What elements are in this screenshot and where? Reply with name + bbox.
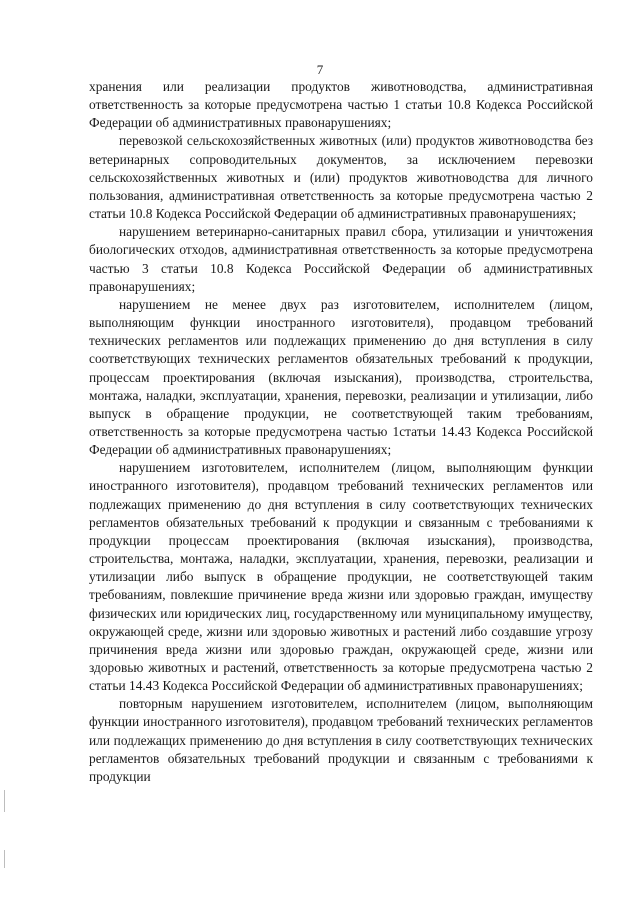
document-body xyxy=(89,78,593,786)
scan-edge-mark xyxy=(4,850,5,868)
paragraph: перевозкой сельскохозяйственных животных (или) продуктов животноводства без ветеринарных сопроводительных документов, за исключением перевозки сельскохозяйственных животных и (или) продуктов животноводства для личного пользования, административная ответственность за которые предусмотрена частью 2 статьи 10.8 Кодекса Российской Федерации об административных правонарушениях; xyxy=(89,133,593,222)
paragraph-continued: хранения или реализации продуктов животноводства, административная ответственность за которые предусмотрена частью 1 статьи 10.8 Кодекса Российской Федерации об административных правонарушениях; xyxy=(89,79,593,131)
paragraph: нарушением ветеринарно-санитарных правил сбора, утилизации и уничтожения биологических отходов, административная ответственность за которые предусмотрена частью 3 статьи 10.8 Кодекса Российской Федерации об административных правонарушениях; xyxy=(89,224,593,294)
paragraph: нарушением изготовителем, исполнителем (лицом, выполняющим функции иностранного изготовителя), продавцом требований технических регламентов или подлежащих применению до дня вступления в силу соответствующих технических регламентов обязательных требований к продукции и связанным с требованиями к продукции процессам проектирования (включая изыскания), производства, строительства, монтажа, наладки, эксплуатации, хранения, перевозки, реализации и утилизации либо выпуск в обращение продукции, не соответствующей таким требованиям, повлекшие причинение вреда жизни или здоровью граждан, имуществу физических или юридических лиц, государственному или муниципальному имуществу, окружающей среде, жизни или здоровью животных и растений либо создавшие угрозу причинения вреда жизни или здоровью граждан, окружающей среде, жизни или здоровью животных и растений, ответственность за которые предусмотрена частью 2 статьи 14.43 Кодекса Российской Федерации об административных правонарушениях; xyxy=(89,460,593,694)
paragraph: нарушением не менее двух раз изготовителем, исполнителем (лицом, выполняющим функции иностранного изготовителя), продавцом требований технических регламентов или подлежащих применению до дня вступления в силу соответствующих технических регламентов обязательных требований к продукции, процессам проектирования (включая изыскания), производства, строительства, монтажа, наладки, эксплуатации, хранения, перевозки, реализации и утилизации, либо выпуск в обращение продукции, не соответствующей таким требованиям, ответственность за которые предусмотрена частью 1статьи 14.43 Кодекса Российской Федерации об административных правонарушениях; xyxy=(89,296,593,458)
scan-edge-mark xyxy=(4,790,5,812)
paragraph: повторным нарушением изготовителем, исполнителем (лицом, выполняющим функции иностранного изготовителя), продавцом требований технических регламентов или подлежащих применению до дня вступления в силу соответствующих технических регламентов обязательных требований продукции и связанным с требованиями к продукции xyxy=(89,696,593,784)
page-number: 7 xyxy=(316,62,324,77)
